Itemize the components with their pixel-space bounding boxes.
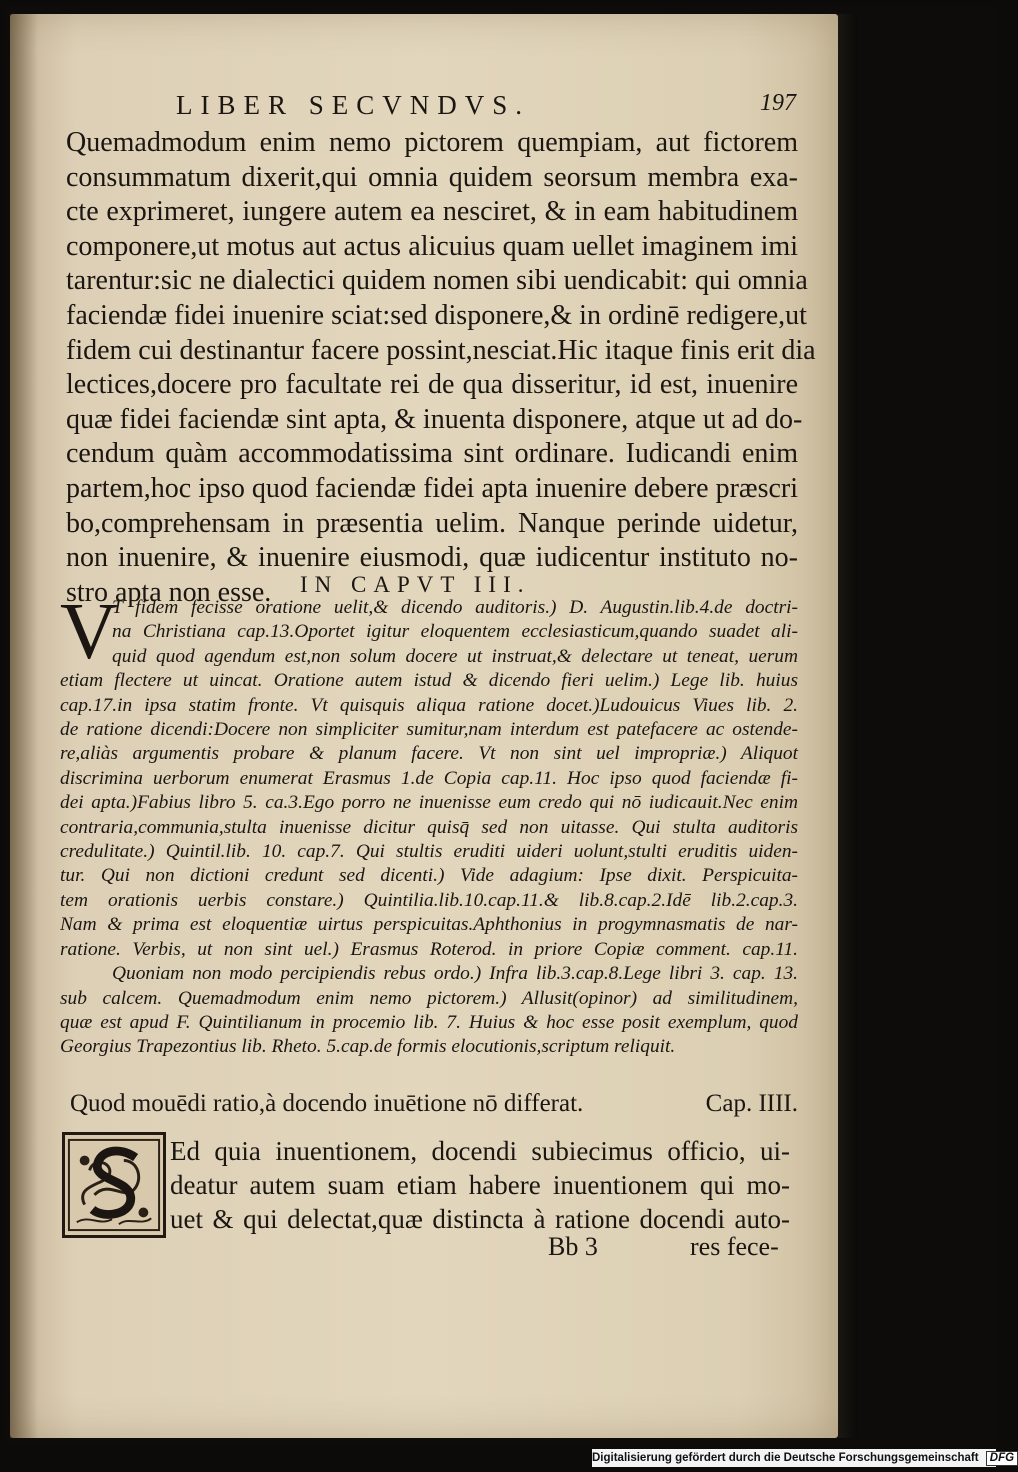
note-line: quæ est apud F. Quintilianum in procemio lib. 7. Huius & hoc esse posit exemplum, quod bbox=[60, 1011, 798, 1033]
note-line: de ratione dicendi:Docere non simpliciter sumitur,nam interdum est patefacere ac ostende- bbox=[60, 719, 798, 741]
text-line: Quemadmodum enim nemo pictorem quempiam, aut fictorem bbox=[66, 127, 798, 158]
note-line: cap.17.in ipsa statim fronte. Vt quisquis aliqua ratione docet.)Ludouicus Viues lib. 2. bbox=[60, 694, 798, 716]
signature-mark: Bb 3 bbox=[548, 1232, 598, 1261]
text-line: partem,hoc ipso quod faciendæ fidei apta inuenire debere præscri bbox=[66, 472, 798, 504]
note-line: Nam & prima est eloquentiæ uirtus perspicuitas.Aphthonius in progymnasmatis de nar- bbox=[60, 914, 798, 936]
chapter-line: deatur autem suam etiam habere inuentionem qui mo- bbox=[170, 1170, 790, 1200]
page-edge-strip bbox=[838, 14, 858, 1438]
note-line: tur. Qui non dictioni credunt sed dicenti.) Vide adagium: Ipse dixit. Perspicuita- bbox=[60, 865, 798, 887]
note-line: quid quod agendum est,non solum docere ut instruat,& delectare ut teneat, uerum bbox=[112, 645, 798, 667]
dfg-logo: DFG bbox=[986, 1451, 1018, 1466]
note-line: discrimina uerborum enumerat Erasmus 1.de Copia cap.11. Hoc ipso quod faciendæ fi- bbox=[60, 767, 798, 789]
page-gutter-shadow bbox=[10, 14, 38, 1438]
note-line: Georgius Trapezontius lib. Rheto. 5.cap.de formis elocutionis,scriptum reliquit. bbox=[60, 1036, 676, 1058]
note-line: dei apta.)Fabius libro 5. ca.3.Ego porro ne inuenisse eum credo qui nō iudicauit.Nec enim bbox=[60, 792, 798, 814]
note-line: sub calcem. Quemadmodum enim nemo pictorem.) Allusit(opinor) ad similitudinem, bbox=[60, 987, 798, 1009]
text-line: fidem cui destinantur facere possint,nesciat.Hic itaque finis erit dia bbox=[66, 334, 816, 366]
chapter-text-block bbox=[170, 1134, 790, 1236]
note-line: credulitate.) Quintil.lib. 10. cap.7. Qui stultis eruditi uideri uolunt,stulti eruditis uiden- bbox=[60, 841, 798, 863]
text-line: cendum quàm accommodatissima sint ordinare. Iudicandi enim bbox=[66, 438, 798, 470]
text-line: componere,ut motus aut actus alicuius quam uellet imaginem imi bbox=[66, 230, 798, 262]
note-line: contraria,communia,stulta inuenisse dicitur quisq̄ sed non uitasse. Qui stulta auditoris bbox=[60, 816, 798, 838]
text-line: non inuenire, & inuenire eiusmodi, quæ iudicentur instituto no- bbox=[66, 542, 798, 574]
note-line: Quoniam non modo percipiendis rebus ordo.) Infra lib.3.cap.8.Lege libri 3. cap. 13. bbox=[112, 963, 798, 985]
text-line: cte exprimeret, iungere autem ea nesciret, & in eam habitudinem bbox=[66, 196, 798, 228]
chapter-line: uet & qui delectat,quæ distincta à ratione docendi auto- bbox=[170, 1204, 790, 1234]
notes-heading: IN CAPVT III. bbox=[300, 572, 531, 597]
main-text-block bbox=[66, 126, 816, 610]
running-header bbox=[176, 90, 796, 126]
text-line: stro apta non esse. bbox=[66, 576, 272, 608]
chapter-number: Cap. IIII. bbox=[705, 1090, 798, 1117]
notes-initial: V bbox=[60, 588, 118, 676]
digitization-credit bbox=[592, 1449, 1015, 1467]
credit-text: Digitalisierung gefördert durch die Deutsche Forschungsgemeinschaft bbox=[592, 1452, 979, 1464]
text-line: tarentur:sic ne dialectici quidem nomen sibi uendicabit: qui omnia bbox=[66, 265, 808, 297]
ornament-s-icon bbox=[65, 1135, 163, 1235]
catchword: res fece- bbox=[690, 1232, 779, 1261]
text-line: faciendæ fidei inuenire sciat:sed disponere,& in ordinē redigere,ut bbox=[66, 299, 807, 331]
note-line: etiam flectere ut uincat. Oratione autem istud & dicendo fieri uelim.) Lege lib. huius bbox=[60, 670, 798, 692]
commentary-notes bbox=[60, 596, 798, 1060]
chapter-line: Ed quia inuentionem, docendi subiecimus officio, ui- bbox=[170, 1136, 790, 1166]
note-line: re,aliàs argumentis probare & planum facere. Vt non sint uel impropriæ.) Aliquot bbox=[60, 743, 798, 765]
chapter-title: Quod mouēdi ratio,à docendo inuētione nō differat. bbox=[70, 1090, 584, 1117]
text-line: consummatum dixerit,qui omnia quidem seorsum membra exa- bbox=[66, 161, 798, 193]
note-line: tem orationis uerbis constare.) Quintilia.lib.10.cap.11.& lib.8.cap.2.Idē lib.2.cap.3. bbox=[60, 889, 798, 911]
chapter-heading bbox=[70, 1088, 798, 1120]
page-number: 197 bbox=[760, 90, 796, 116]
text-line: bo,comprehensam in præsentia uelim. Nanque perinde uidetur, bbox=[66, 507, 798, 539]
note-line: na Christiana cap.13.Oportet igitur eloquentem ecclesiasticum,quando suadet ali- bbox=[112, 621, 798, 643]
decorated-initial-icon bbox=[62, 1132, 166, 1238]
text-line: quæ fidei faciendæ sint apta, & inuenta disponere, atque ut ad do- bbox=[66, 403, 803, 435]
note-line: ratione. Verbis, ut non sint uel.) Erasmus Roterod. in priore Copiæ comment. cap.11. bbox=[60, 938, 798, 960]
text-line: lectices,docere pro facultate rei de qua disseritur, id est, inuenire bbox=[66, 369, 798, 401]
running-title: LIBER SECVNDVS. bbox=[176, 90, 531, 120]
note-line: T fidem fecisse oratione uelit,& dicendo auditoris.) D. Augustin.lib.4.de doctri- bbox=[112, 597, 798, 618]
